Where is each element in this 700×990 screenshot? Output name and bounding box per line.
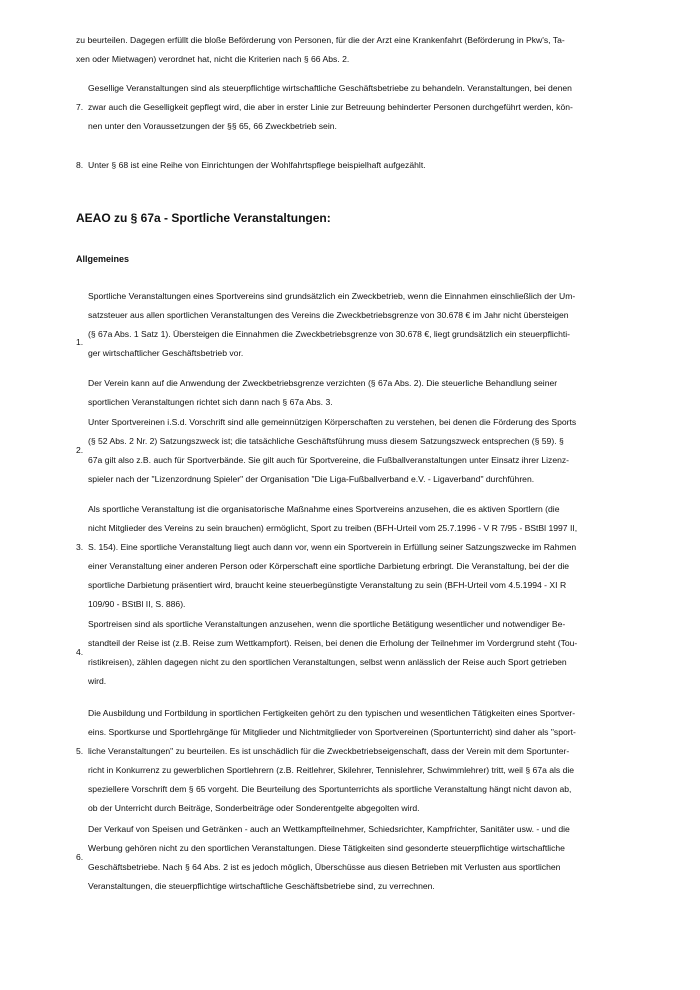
text-line: Veranstaltungen, die steuerpflichtige wirtschaftliche Geschäftsbetriebe sind, zu verrechnen. <box>88 881 435 891</box>
text-line: Sportreisen sind als sportliche Veranstaltungen anzusehen, wenn die sportliche Betätigung wesentlicher und notwendiger Be- <box>88 619 566 629</box>
item-text <box>88 413 628 489</box>
text-line: ger wirtschaftlicher Geschäftsbetrieb vor. <box>88 348 244 358</box>
item-text <box>88 500 628 614</box>
text-line: Der Verkauf von Speisen und Getränken - auch an Wettkampfteilnehmer, Schiedsrichter, Kampfrichter, Sanitäter usw. - und die <box>88 824 570 834</box>
text-line: xen oder Mietwagen) verordnet hat, nicht die Kriterien nach § 66 Abs. 2. <box>76 54 350 64</box>
text-line: Gesellige Veranstaltungen sind als steuerpflichtige wirtschaftliche Geschäftsbetriebe zu behandeln. Veranstaltungen, bei denen <box>88 83 572 93</box>
text-line: standteil der Reise ist (z.B. Reise zum Wettkampfort). Reisen, bei denen die Erholung der Teilnehmer im Vordergrund steht (Tou- <box>88 638 578 648</box>
text-line: eins. Sportkurse und Sportlehrgänge für Mitglieder und Nichtmitglieder von Sportvereinen (Sportunterricht) sind daher als "sport- <box>88 727 576 737</box>
item-number: 4. <box>76 647 84 657</box>
item-text <box>88 156 628 175</box>
text-line: Werbung gehören nicht zu den sportlichen Veranstaltungen. Diese Tätigkeiten sind gesonderte steuerpflichtige wirtschaftliche <box>88 843 565 853</box>
text-line: Unter § 68 ist eine Reihe von Einrichtungen der Wohlfahrtspflege beispielhaft aufgezählt. <box>88 160 426 170</box>
text-line: sportlichen Veranstaltungen richtet sich dann nach § 67a Abs. 3. <box>88 397 333 407</box>
text-line: Als sportliche Veranstaltung ist die organisatorische Maßnahme eines Sportvereins anzusehen, die es aktiven Sportlern (die <box>88 504 560 514</box>
text-line: Sportliche Veranstaltungen eines Sportvereins sind grundsätzlich ein Zweckbetrieb, wenn die Einnahmen einschließlich der Um- <box>88 291 576 301</box>
item-text <box>88 615 628 691</box>
text-line: spieler nach der "Lizenzordnung Spieler" der Organisation "Die Liga-Fußballverband e.V. - Ligaverband" durchführen. <box>88 474 535 484</box>
item-number: 1. <box>76 337 84 347</box>
item-number: 6. <box>76 852 84 862</box>
item-text <box>88 820 628 896</box>
item-number: 8. <box>76 160 84 170</box>
text-line: S. 154). Eine sportliche Veranstaltung liegt auch dann vor, wenn ein Sportverein in Erfüllung seiner Satzungszwecke im Rahmen <box>88 542 577 552</box>
text-line: 67a gilt also z.B. auch für Sportverbände. Sie gilt auch für Sportvereine, die Fußballveranstaltungen unter Einsatz ihrer Lizenz- <box>88 455 570 465</box>
text-line: Geschäftsbetriebe. Nach § 64 Abs. 2 ist es jedoch möglich, Überschüsse aus diesen Betrieben mit Verlusten aus sportlichen <box>88 862 561 872</box>
text-line: nen unter den Voraussetzungen der §§ 65, 66 Zweckbetrieb sein. <box>88 121 337 131</box>
text-line: speziellere Vorschrift dem § 65 vorgeht. Die Beurteilung des Sportunterrichts als sportliche Veranstaltung hängt nicht davon ab, <box>88 784 572 794</box>
section-subtitle: Allgemeines <box>76 254 130 264</box>
text-line: sportliche Darbietung präsentiert wird, braucht keine steuerbegünstigte Veranstaltung zu sein (BFH-Urteil vom 4.5.1994 - XI R <box>88 580 567 590</box>
item-text <box>88 704 628 818</box>
text-line: zu beurteilen. Dagegen erfüllt die bloße Beförderung von Personen, für die der Arzt eine Krankenfahrt (Beförderung in Pkw's, Ta- <box>76 35 565 45</box>
text-line: liche Veranstaltungen" zu beurteilen. Es ist unschädlich für die Zweckbetriebseigenschaft, dass der Verein mit dem Sportunter- <box>88 746 570 756</box>
item-number: 5. <box>76 746 84 756</box>
text-line: wird. <box>88 676 107 686</box>
text-line: nicht Mitglieder des Vereins zu sein brauchen) ermöglicht, Sport zu treiben (BFH-Urteil vom 25.7.1996 - V R 7/95 - BStBl 1997 II, <box>88 523 578 533</box>
text-line: Der Verein kann auf die Anwendung der Zweckbetriebsgrenze verzichten (§ 67a Abs. 2). Die steuerliche Behandlung seiner <box>88 378 558 388</box>
text-line: Die Ausbildung und Fortbildung in sportlichen Fertigkeiten gehört zu den typischen und wesentlichen Tätigkeiten eines Sportver- <box>88 708 576 718</box>
text-line: einer Veranstaltung einer anderen Person oder Körperschaft eine sportliche Darbietung erbringt. Die Veranstaltung, bei der die <box>88 561 570 571</box>
text-line: richt in Konkurrenz zu gewerblichen Sportlehrern (z.B. Reitlehrer, Skilehrer, Tennislehrer, Schwimmlehrer) tritt, weil § 67a als die <box>88 765 575 775</box>
item-number: 3. <box>76 542 84 552</box>
text-line: ob der Unterricht durch Beiträge, Sonderbeiträge oder Sonderentgelte abgegolten wird. <box>88 803 420 813</box>
text-line: 109/90 - BStBl II, S. 886). <box>88 599 186 609</box>
item-text <box>88 287 628 412</box>
text-line: (§ 67a Abs. 1 Satz 1). Übersteigen die Einnahmen die Zweckbetriebsgrenze von 30.678 €, liegt grundsätzlich ein steuerpflichti- <box>88 329 571 339</box>
text-line: (§ 52 Abs. 2 Nr. 2) Satzungszweck ist; die tatsächliche Geschäftsführung muss diesem Satzungszweck entsprechen (§ 59). § <box>88 436 564 446</box>
text-line: zwar auch die Geselligkeit gepflegt wird, die aber in erster Linie zur Betreuung behinderter Personen durchgeführt werden, kön- <box>88 102 573 112</box>
item-text <box>88 79 628 136</box>
item-number: 7. <box>76 102 84 112</box>
item-number: 2. <box>76 445 84 455</box>
section-title: AEAO zu § 67a - Sportliche Veranstaltungen: <box>76 211 331 225</box>
text-line: ristikreisen), zählen dagegen nicht zu den sportlichen Veranstaltungen, selbst wenn anlässlich der Reise auch Sport getrieben <box>88 657 567 667</box>
text-line: satzsteuer aus allen sportlichen Veranstaltungen des Vereins die Zweckbetriebsgrenze von 30.678 € im Jahr nicht übersteigen <box>88 310 569 320</box>
intro-paragraph <box>76 31 628 69</box>
text-line: Unter Sportvereinen i.S.d. Vorschrift sind alle gemeinnützigen Körperschaften zu verstehen, bei denen die Förderung des Sports <box>88 417 577 427</box>
